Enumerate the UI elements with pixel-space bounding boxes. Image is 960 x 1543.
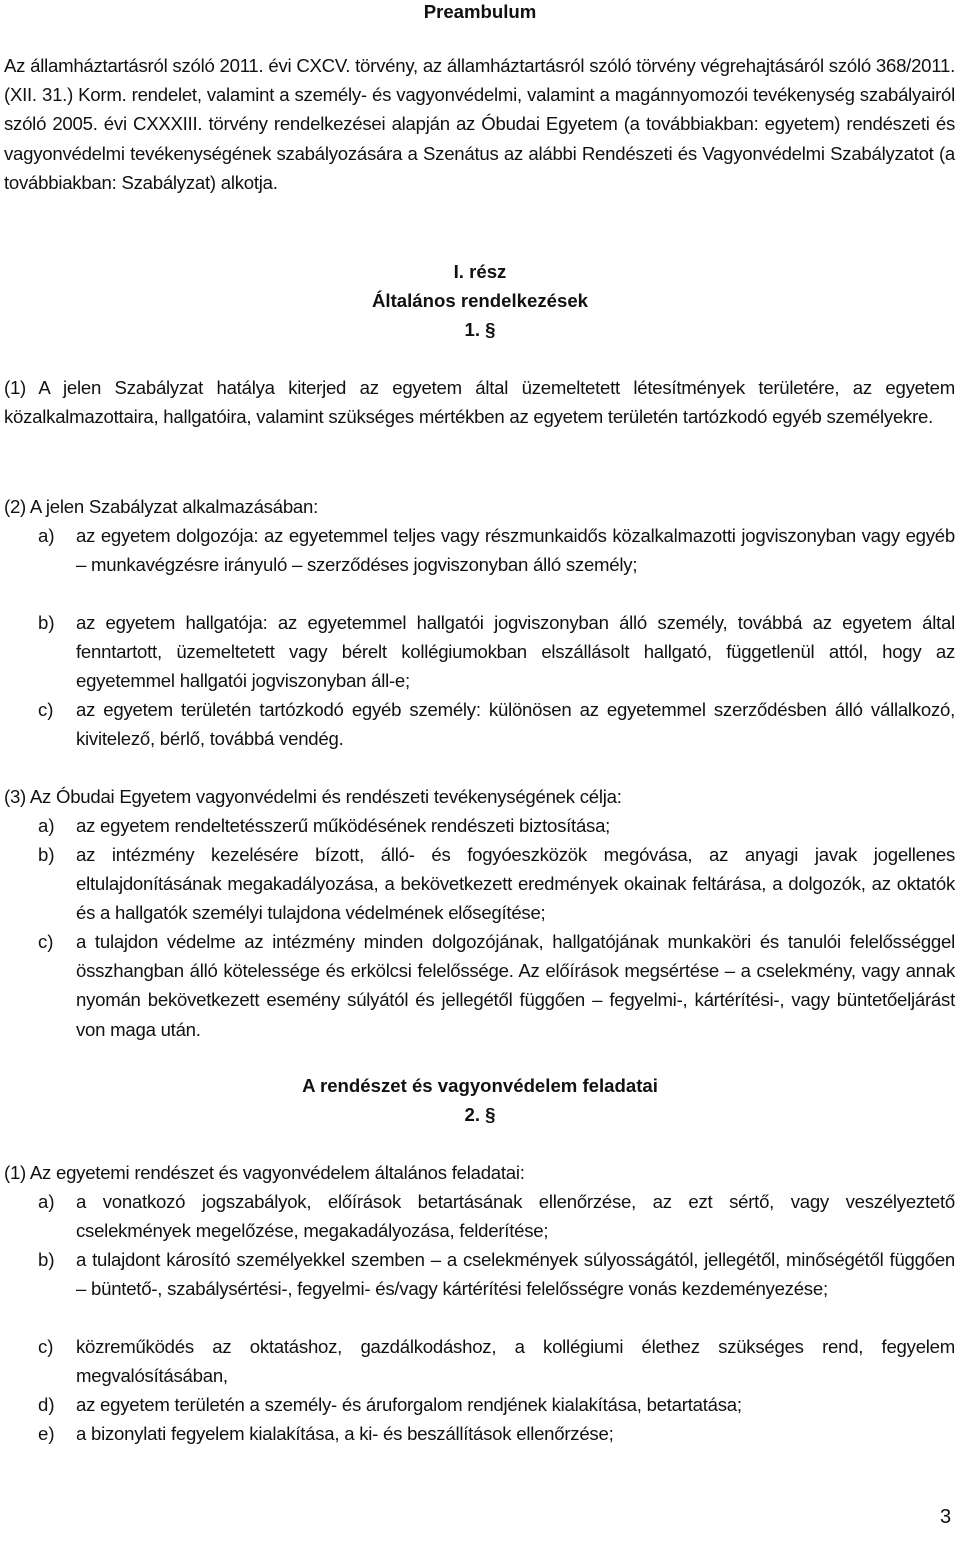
part-subheading: Általános rendelkezések — [372, 290, 588, 311]
list-item-text: az egyetem hallgatója: az egyetemmel hallgatói jogviszonyban álló személy, továbbá az egyetem által fenntartott, üzemeltetett vagy bérelt kollégiumokban elszállásolt hallgató, függetlenül attól, hogy az egyetemmel hallgatói jogviszonyban áll-e; — [76, 612, 955, 692]
list-item-label: b) — [38, 1249, 55, 1270]
section-1-paragraph-1: (1) A jelen Szabályzat hatálya kiterjed az egyetem által üzemeltetett létesítmények területére, az egyetem közalkalmazottaira, hallgatóira, valamint szükséges mértékben az egyetem területén tartózkodó egyéb személyekre. — [4, 377, 955, 428]
list-item-text: az egyetem területén tartózkodó egyéb személy: különösen az egyetemmel szerződésben álló vállalkozó, kivitelező, bérlő, továbbá vendég. — [76, 699, 955, 750]
list-item-label: a) — [38, 815, 55, 836]
list-item — [38, 608, 955, 696]
section-1-paragraph-2-intro: (2) A jelen Szabályzat alkalmazásában: — [4, 496, 319, 517]
section-2-heading: A rendészet és vagyonvédelem feladatai — [302, 1075, 658, 1096]
list-item-label: e) — [38, 1423, 55, 1444]
list-item-label: a) — [38, 525, 55, 546]
list-item-label: a) — [38, 1191, 55, 1212]
list-item — [38, 1390, 955, 1419]
list-item-text: közreműködés az oktatáshoz, gazdálkodáshoz, a kollégiumi élethez szükséges rend, fegyelem megvalósításában, — [76, 1336, 955, 1387]
list-item-text: a tulajdon védelme az intézmény minden dolgozójának, hallgatójának munkaköri és tanulói felelősséggel összhangban álló kötelessége és erkölcsi felelőssége. Az előírások megsértése – a cselekmény, vagy annak nyomán bekövetkezett esemény súlyától és jellegétől függően – fegyelmi-, kártérítési-, vagy büntetőeljárást von maga után. — [76, 931, 955, 1040]
list-item — [38, 840, 955, 928]
list-item-label: c) — [38, 699, 54, 720]
list-item-label: c) — [38, 931, 54, 952]
list-item — [38, 1419, 955, 1448]
part-heading: I. rész — [453, 261, 507, 282]
list-item — [38, 927, 955, 1044]
list-item — [38, 1245, 955, 1303]
list-item-label: d) — [38, 1394, 55, 1415]
list-item-label: b) — [38, 844, 55, 865]
list-item-text: a vonatkozó jogszabályok, előírások betartásának ellenőrzése, az ezt sértő, vagy veszélyeztető cselekmények megelőzése, megakadályozása, felderítése; — [76, 1191, 955, 1242]
page-number: 3 — [940, 1506, 952, 1528]
list-item-text: az egyetem területén a személy- és áruforgalom rendjének kialakítása, betartatása; — [76, 1394, 742, 1415]
section-1-paragraph-3-intro: (3) Az Óbudai Egyetem vagyonvédelmi és rendészeti tevékenységének célja: — [4, 786, 622, 807]
list-item-label: c) — [38, 1336, 54, 1357]
list-item-label: b) — [38, 612, 55, 633]
list-item — [38, 695, 955, 753]
preamble-text: Az államháztartásról szóló 2011. évi CXCV. törvény, az államháztartásról szóló törvény végrehajtásáról szóló 368/2011. (XII. 31.) Korm. rendelet, valamint a személy- és vagyonvédelmi, valamint a magánnyomozói tevékenység szabályairól szóló 2005. évi CXXXIII. törvény rendelkezései alapján az Óbudai Egyetem (a továbbiakban: egyetem) rendészeti és vagyonvédelmi tevékenységének szabályozására a Szenátus az alábbi Rendészeti és Vagyonvédelmi Szabályzatot (a továbbiakban: Szabályzat) alkotja. — [4, 55, 955, 193]
list-item-text: az egyetem dolgozója: az egyetemmel teljes vagy részmunkaidős közalkalmazotti jogviszonyban vagy egyéb – munkavégzésre irányuló – szerződéses jogviszonyban álló személy; — [76, 525, 955, 576]
preamble-title: Preambulum — [423, 1, 537, 22]
list-item — [38, 1187, 955, 1245]
list-item — [38, 521, 955, 579]
list-item-text: a bizonylati fegyelem kialakítása, a ki- és beszállítások ellenőrzése; — [76, 1423, 614, 1444]
list-item-text: az intézmény kezelésére bízott, álló- és fogyóeszközök megóvása, az anyagi javak jogellenes eltulajdonításának megakadályozása, a bekövetkezett eredmények okainak feltárása, a dolgozók, az oktatók és a hallgatók személyi tulajdona védelmének elősegítése; — [76, 844, 955, 924]
section-2-number: 2. § — [464, 1104, 496, 1125]
list-item — [38, 1332, 955, 1390]
list-item-text: a tulajdont károsító személyekkel szemben – a cselekmények súlyosságától, jellegétől, minőségétől függően – büntető-, szabálysértési-, fegyelmi- és/vagy kártérítési felelősségre vonás kezdeményezése; — [76, 1249, 955, 1300]
list-item-text: az egyetem rendeltetésszerű működésének rendészeti biztosítása; — [76, 815, 611, 836]
list-item — [38, 811, 955, 840]
section-1-number: 1. § — [464, 319, 496, 340]
section-2-paragraph-1-intro: (1) Az egyetemi rendészet és vagyonvédelem általános feladatai: — [4, 1162, 525, 1183]
